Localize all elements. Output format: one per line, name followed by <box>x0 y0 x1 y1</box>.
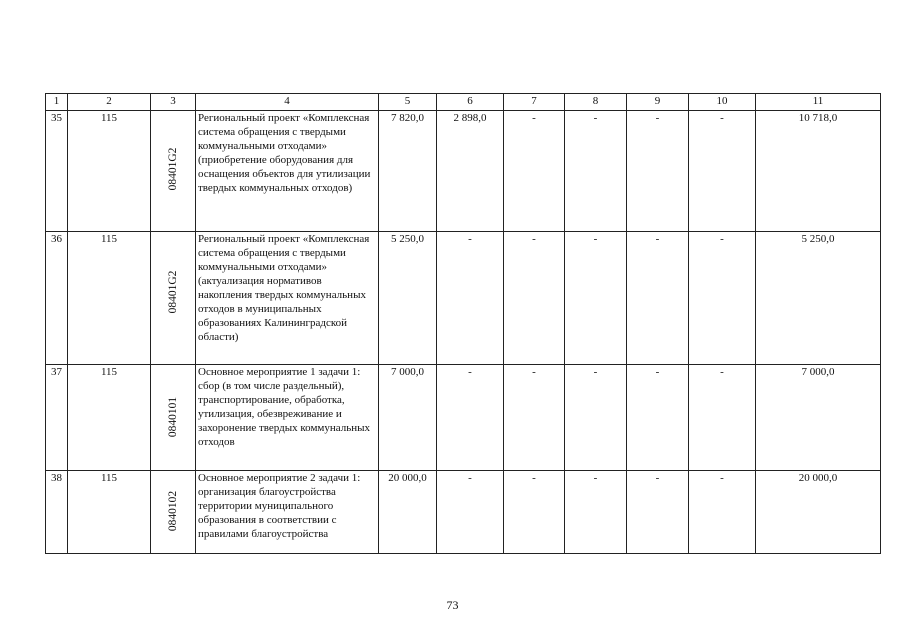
value-col-6: - <box>437 232 504 365</box>
value-col-9: - <box>627 111 689 232</box>
value-col-10: - <box>689 232 756 365</box>
value-col-7: - <box>504 232 565 365</box>
value-col-11: 7 000,0 <box>756 365 881 471</box>
column-2-value: 115 <box>68 111 151 232</box>
budget-code: 0840102 <box>167 490 179 532</box>
value-col-11: 20 000,0 <box>756 471 881 554</box>
value-col-10: - <box>689 365 756 471</box>
value-col-6: - <box>437 471 504 554</box>
column-header: 7 <box>504 94 565 111</box>
value-col-7: - <box>504 471 565 554</box>
table-row <box>46 471 881 554</box>
row-number: 38 <box>46 471 68 554</box>
value-col-9: - <box>627 232 689 365</box>
value-col-6: - <box>437 365 504 471</box>
table-row <box>46 365 881 471</box>
page-number: 73 <box>446 598 459 612</box>
item-description: Основное мероприятие 1 задачи 1: сбор (в том числе раздельный), транспортирование, обработка, утилизация, обезвреживание и захоронение твердых коммунальных отходов <box>196 365 379 471</box>
budget-table <box>45 93 881 554</box>
value-col-6: 2 898,0 <box>437 111 504 232</box>
value-col-5: 7 820,0 <box>379 111 437 232</box>
budget-code: 0840101 <box>167 396 179 438</box>
item-description: Региональный проект «Комплексная система обращения с твердыми коммунальными отходами» (актуализация нормативов накопления твердых коммунальных отходов в муниципальных образованиях Калининградской области) <box>196 232 379 365</box>
value-col-5: 20 000,0 <box>379 471 437 554</box>
item-description: Основное мероприятие 2 задачи 1: организация благоустройства территории муниципального образования в соответствии с правилами благоустройства <box>196 471 379 554</box>
budget-code: 08401G2 <box>167 147 179 191</box>
table-row <box>46 111 881 232</box>
column-header: 6 <box>437 94 504 111</box>
column-header: 8 <box>565 94 627 111</box>
column-header: 1 <box>46 94 68 111</box>
value-col-8: - <box>565 232 627 365</box>
value-col-10: - <box>689 471 756 554</box>
value-col-8: - <box>565 111 627 232</box>
value-col-7: - <box>504 365 565 471</box>
column-2-value: 115 <box>68 471 151 554</box>
value-col-8: - <box>565 471 627 554</box>
value-col-11: 10 718,0 <box>756 111 881 232</box>
budget-code-cell <box>151 471 196 554</box>
column-2-value: 115 <box>68 232 151 365</box>
budget-code-cell <box>151 232 196 365</box>
column-header: 2 <box>68 94 151 111</box>
budget-code: 08401G2 <box>167 270 179 314</box>
value-col-7: - <box>504 111 565 232</box>
budget-code-cell <box>151 111 196 232</box>
column-header: 11 <box>756 94 881 111</box>
budget-code-cell <box>151 365 196 471</box>
column-2-value: 115 <box>68 365 151 471</box>
column-header: 9 <box>627 94 689 111</box>
value-col-11: 5 250,0 <box>756 232 881 365</box>
row-number: 35 <box>46 111 68 232</box>
table-row <box>46 232 881 365</box>
column-header: 3 <box>151 94 196 111</box>
value-col-5: 7 000,0 <box>379 365 437 471</box>
column-header: 5 <box>379 94 437 111</box>
value-col-9: - <box>627 471 689 554</box>
value-col-8: - <box>565 365 627 471</box>
row-number: 37 <box>46 365 68 471</box>
value-col-9: - <box>627 365 689 471</box>
value-col-10: - <box>689 111 756 232</box>
row-number: 36 <box>46 232 68 365</box>
table-header-row <box>46 94 881 111</box>
column-header: 10 <box>689 94 756 111</box>
column-header: 4 <box>196 94 379 111</box>
item-description: Региональный проект «Комплексная система обращения с твердыми коммунальными отходами» (приобретение оборудования для оснащения объектов для утилизации твердых коммунальных отходов) <box>196 111 379 232</box>
value-col-5: 5 250,0 <box>379 232 437 365</box>
